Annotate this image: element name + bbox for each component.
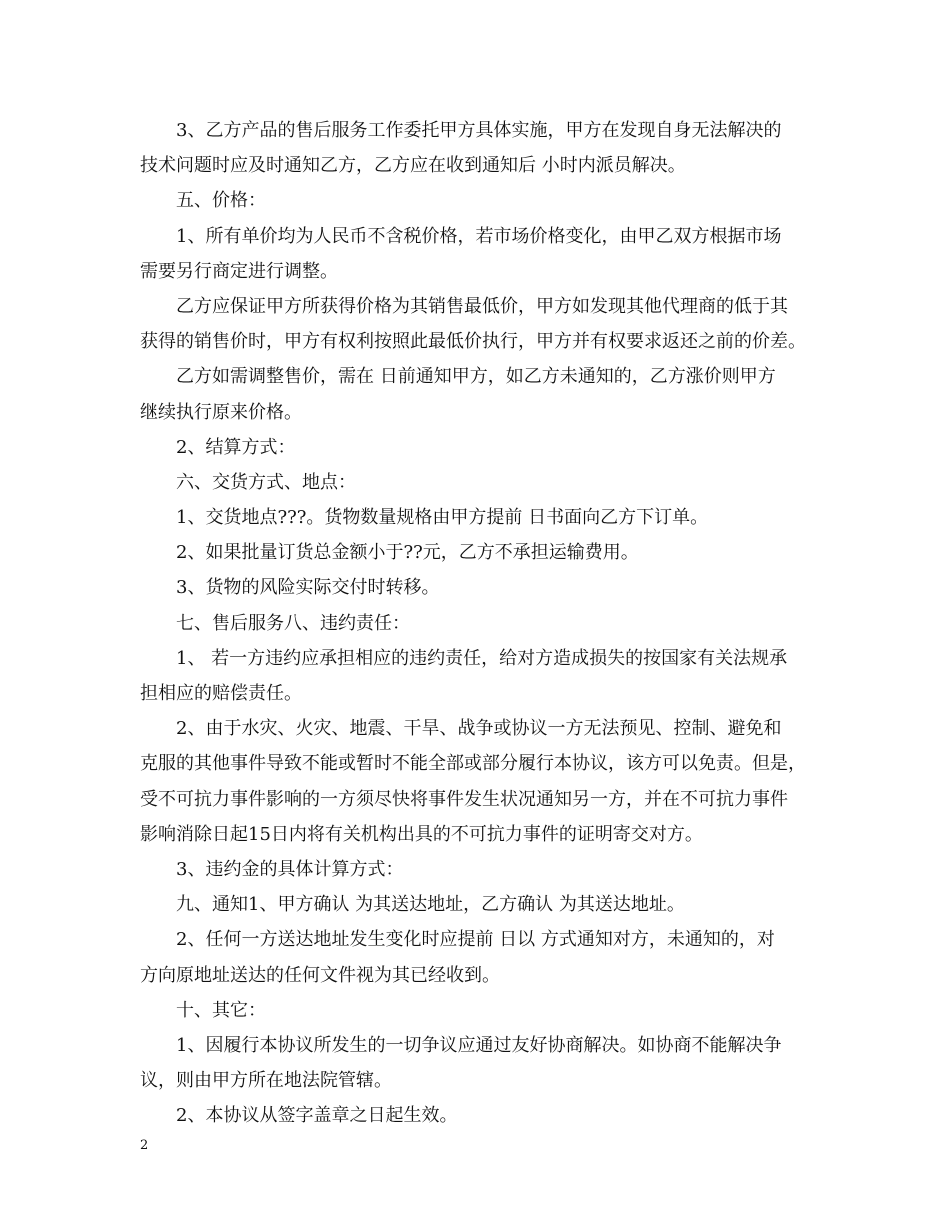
text-line: 1、因履行本协议所发生的一切争议应通过友好协商解决。如协商不能解决争 xyxy=(176,1034,782,1056)
section-heading: 十、其它： xyxy=(176,999,266,1021)
section-heading: 九、通知1、甲方确认 为其送达地址，乙方确认 为其送达地址。 xyxy=(176,894,685,916)
text-line: 受不可抗力事件影响的一方须尽快将事件发生状况通知另一方，并在不可抗力事件 xyxy=(140,788,788,810)
page-number: 2 xyxy=(140,1138,149,1153)
text-line: 议，则由甲方所在地法院管辖。 xyxy=(140,1070,392,1092)
document-body xyxy=(140,113,812,1133)
section-heading: 五、价格： xyxy=(176,190,266,212)
text-line: 1、交货地点???。货物数量规格由甲方提前 日书面向乙方下订单。 xyxy=(176,507,709,529)
text-line: 乙方应保证甲方所获得价格为其销售最低价，甲方如发现其他代理商的低于其 xyxy=(176,295,788,317)
text-line: 2、任何一方送达地址发生变化时应提前 日以 方式通知对方，未通知的，对 xyxy=(176,929,775,951)
text-line: 技术问题时应及时通知乙方，乙方应在收到通知后 小时内派员解决。 xyxy=(140,155,686,177)
text-line: 3、货物的风险实际交付时转移。 xyxy=(176,577,440,599)
text-line: 2、结算方式： xyxy=(176,436,296,458)
text-line: 3、违约金的具体计算方式： xyxy=(176,858,404,880)
text-line: 乙方如需调整售价，需在 日前通知甲方，如乙方未通知的，乙方涨价则甲方 xyxy=(176,366,776,388)
text-line: 获得的销售价时，甲方有权利按照此最低价执行，甲方并有权要求返还之前的价差。 xyxy=(140,331,806,353)
text-line: 继续执行原来价格。 xyxy=(140,401,302,423)
section-heading: 六、交货方式、地点： xyxy=(176,471,356,493)
text-line: 2、如果批量订货总金额小于??元，乙方不承担运输费用。 xyxy=(176,542,639,564)
text-line: 担相应的赔偿责任。 xyxy=(140,683,302,704)
text-line: 1、 若一方违约应承担相应的违约责任，给对方造成损失的按国家有关法规承 xyxy=(176,647,788,669)
text-line: 3、乙方产品的售后服务工作委托甲方具体实施，甲方在发现自身无法解决的 xyxy=(176,120,782,141)
text-line: 克服的其他事件导致不能或暂时不能全部或部分履行本协议，该方可以免责。但是， xyxy=(140,753,806,775)
text-line: 1、所有单价均为人民币不含税价格，若市场价格变化，由甲乙双方根据市场 xyxy=(176,225,782,247)
text-line: 影响消除日起15日内将有关机构出具的不可抗力事件的证明寄交对方。 xyxy=(140,823,703,845)
text-line: 需要另行商定进行调整。 xyxy=(140,260,338,282)
section-heading: 七、售后服务八、违约责任： xyxy=(176,612,410,634)
text-line: 2、本协议从签字盖章之日起生效。 xyxy=(176,1105,458,1127)
text-line: 2、由于水灾、火灾、地震、干旱、战争或协议一方无法预见、控制、避免和 xyxy=(176,718,782,740)
text-line: 方向原地址送达的任何文件视为其已经收到。 xyxy=(140,964,500,986)
